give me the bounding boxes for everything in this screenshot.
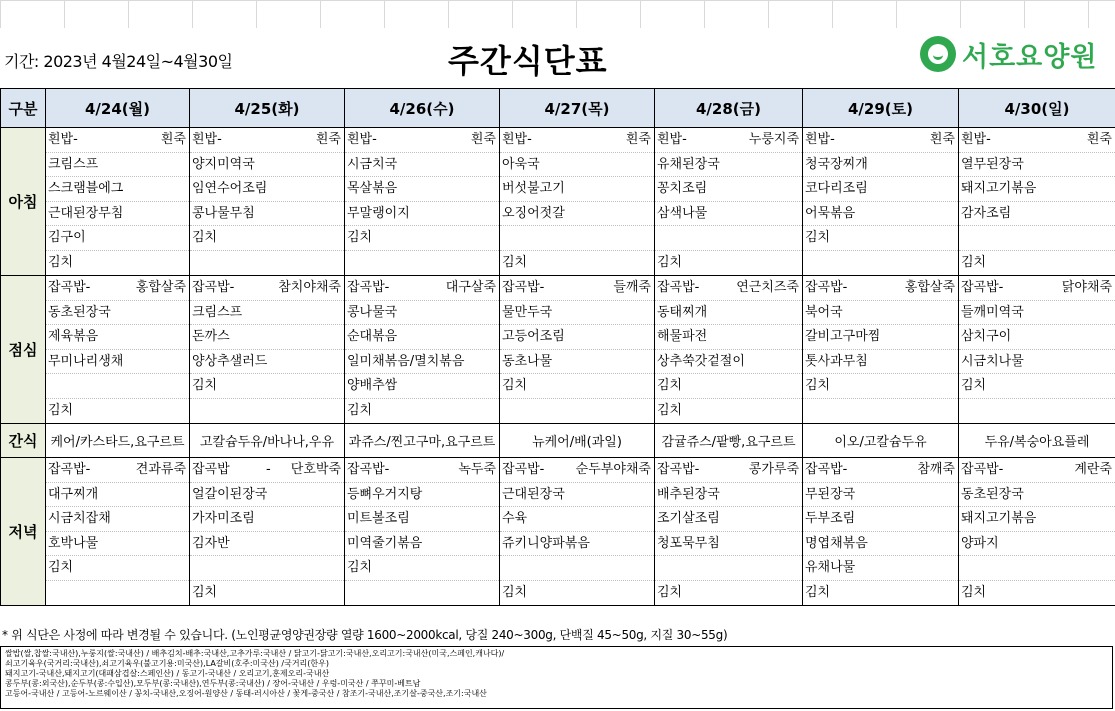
- porridge-item: 대구살죽: [445, 280, 496, 295]
- lunch-cell: [959, 276, 1115, 424]
- day-header: 4/28(금): [655, 89, 803, 128]
- menu-item: 김구이: [46, 226, 189, 251]
- menu-item: 호박나물: [46, 532, 189, 557]
- menu-item: 크림스프: [46, 153, 189, 178]
- rice-porridge-line: [655, 276, 802, 301]
- rice-item: 잡곡밥-: [347, 462, 390, 477]
- porridge-item: 순두부야채죽: [575, 462, 651, 477]
- breakfast-row: [1, 128, 1115, 276]
- menu-item: 얼갈이된장국: [190, 483, 344, 508]
- menu-item: 제육볶음: [46, 325, 189, 350]
- menu-item: 김치: [657, 584, 683, 600]
- menu-item: 청포묵무침: [655, 532, 802, 557]
- snack-cell: 케어/카스타드,요구르트: [46, 424, 190, 458]
- menu-item: 김자반: [190, 532, 344, 557]
- rice-porridge-line: [803, 458, 958, 483]
- logo-text: 서호요양원: [962, 41, 1098, 73]
- porridge-item: 참깨죽: [917, 462, 955, 477]
- porridge-item: 닭야채죽: [1061, 280, 1112, 295]
- menu-item: [803, 251, 958, 276]
- menu-item: [500, 399, 654, 424]
- rice-item: 잡곡밥-: [961, 280, 1004, 295]
- spreadsheet-grid: [0, 0, 1115, 28]
- snack-cell: 두유/복숭아요플레: [959, 424, 1115, 458]
- menu-item: 어묵볶음: [803, 202, 958, 227]
- rice-porridge-line: [959, 128, 1115, 153]
- rice-porridge-line: [46, 276, 189, 301]
- menu-item: 시금치나물: [959, 350, 1115, 375]
- porridge-item: 누룽지죽: [748, 132, 799, 147]
- menu-item: 상추쑥갓겉절이: [655, 350, 802, 375]
- menu-item: 김치: [347, 402, 373, 418]
- rice-item: 잡곡밥-: [502, 280, 545, 295]
- menu-item: 등뼈우거지탕: [345, 483, 499, 508]
- rice-porridge-line: [190, 128, 344, 153]
- menu-item: 김치: [803, 226, 958, 251]
- dinner-label: 저녁: [1, 458, 46, 606]
- menu-item: 김치: [345, 226, 499, 251]
- rice-porridge-line: [655, 128, 802, 153]
- menu-item: 시금치잡채: [46, 507, 189, 532]
- menu-item: 목살볶음: [345, 177, 499, 202]
- rice-porridge-line: [959, 276, 1115, 301]
- menu-item: 삼치구이: [959, 325, 1115, 350]
- porridge-item: 들깨죽: [613, 280, 651, 295]
- menu-item: 김치: [959, 374, 1115, 399]
- lunch-cell: [655, 276, 803, 424]
- logo: [920, 34, 1097, 74]
- rice-porridge-line: [500, 458, 654, 483]
- menu-item: 김치: [345, 556, 499, 581]
- menu-item: 열무된장국: [959, 153, 1115, 178]
- menu-item: 크림스프: [190, 301, 344, 326]
- menu-item: 김치: [805, 584, 831, 600]
- menu-item: 수육: [500, 507, 654, 532]
- menu-item: 물만두국: [500, 301, 654, 326]
- dinner-cell: [959, 458, 1115, 606]
- menu-item: 김치: [803, 374, 958, 399]
- menu-item: [655, 556, 802, 581]
- porridge-item: 흰죽: [315, 132, 341, 147]
- menu-item: 코다리조림: [803, 177, 958, 202]
- day-header: 4/27(목): [500, 89, 655, 128]
- rice-porridge-line: [190, 276, 344, 301]
- snack-cell: 이오/고칼슘두유: [803, 424, 959, 458]
- menu-item: [500, 226, 654, 251]
- menu-item: 북어국: [803, 301, 958, 326]
- rice-item: 흰밥-: [192, 132, 222, 147]
- menu-item: 버섯불고기: [500, 177, 654, 202]
- menu-item: [345, 251, 499, 276]
- menu-item: 미트볼조림: [345, 507, 499, 532]
- porridge-item: 흰죽: [929, 132, 955, 147]
- breakfast-cell: [803, 128, 959, 276]
- menu-item: [46, 581, 189, 606]
- rice-porridge-line: [500, 128, 654, 153]
- menu-item: 해물파전: [655, 325, 802, 350]
- menu-item: 순대볶음: [345, 325, 499, 350]
- period-text: 기간: 2023년 4월24일~4월30일: [4, 52, 233, 71]
- menu-item: 갈비고구마찜: [803, 325, 958, 350]
- menu-item: 가자미조림: [190, 507, 344, 532]
- menu-item: 근대된장국: [500, 483, 654, 508]
- snack-cell: 뉴케어/배(과일): [500, 424, 655, 458]
- lunch-cell: [190, 276, 345, 424]
- menu-item: 동초된장국: [959, 483, 1115, 508]
- menu-item: 콩나물무침: [190, 202, 344, 227]
- rice-porridge-line: [803, 276, 958, 301]
- menu-item: 김치: [961, 584, 987, 600]
- menu-item: 동초된장국: [46, 301, 189, 326]
- rice-item: 잡곡밥-: [347, 280, 390, 295]
- breakfast-cell: [46, 128, 190, 276]
- menu-item: 김치: [48, 402, 74, 418]
- porridge-item: 흰죽: [625, 132, 651, 147]
- menu-item: [190, 399, 344, 424]
- menu-item: [803, 399, 958, 424]
- porridge-item: 연근치즈죽: [736, 280, 799, 295]
- menu-item: [190, 556, 344, 581]
- rice-item: 잡곡밥-: [805, 462, 848, 477]
- porridge-item: 홍합살죽: [904, 280, 955, 295]
- menu-item: 무미나리생채: [46, 350, 189, 375]
- origin-box: [0, 646, 1113, 709]
- menu-item: 시금치국: [345, 153, 499, 178]
- menu-item: 스크램블에그: [46, 177, 189, 202]
- menu-item: 쥬키니양파볶음: [500, 532, 654, 557]
- rice-item: 흰밥-: [657, 132, 687, 147]
- breakfast-cell: [190, 128, 345, 276]
- rice-porridge-line: [46, 458, 189, 483]
- menu-item: 동초나물: [500, 350, 654, 375]
- rice-porridge-line: [345, 458, 499, 483]
- menu-item: 김치: [655, 374, 802, 399]
- menu-item: 무된장국: [803, 483, 958, 508]
- menu-item: 동태찌개: [655, 301, 802, 326]
- porridge-item: 녹두죽: [458, 462, 496, 477]
- rice-item: 흰밥-: [961, 132, 991, 147]
- porridge-item: 흰죽: [470, 132, 496, 147]
- rice-porridge-line: [500, 276, 654, 301]
- menu-item: 톳사과무침: [803, 350, 958, 375]
- rice-item: 잡곡밥-: [961, 462, 1004, 477]
- rice-item: 흰밥-: [48, 132, 78, 147]
- rice-porridge-line: [46, 128, 189, 153]
- header-row: [1, 89, 1115, 128]
- menu-item: [190, 251, 344, 276]
- lunch-cell: [46, 276, 190, 424]
- menu-item: 명엽채볶음: [803, 532, 958, 557]
- porridge-item: 참치야채죽: [278, 280, 341, 295]
- rice-item: 잡곡밥-: [502, 462, 545, 477]
- menu-item: 양상추샐러드: [190, 350, 344, 375]
- snack-cell: 감귤쥬스/팥빵,요구르트: [655, 424, 803, 458]
- menu-item: 임연수어조림: [190, 177, 344, 202]
- lunch-cell: [803, 276, 959, 424]
- rice-porridge-line: [803, 128, 958, 153]
- dinner-row: [1, 458, 1115, 606]
- menu-item: 김치: [502, 584, 528, 600]
- menu-item: 김치: [190, 374, 344, 399]
- menu-item: 미역줄기볶음: [345, 532, 499, 557]
- menu-item: 삼색나물: [655, 202, 802, 227]
- menu-item: [959, 399, 1115, 424]
- menu-item: [46, 374, 189, 399]
- porridge-item: 견과류죽: [135, 462, 186, 477]
- menu-item: [959, 226, 1115, 251]
- menu-item: 돈까스: [190, 325, 344, 350]
- rice-porridge-line: [959, 458, 1115, 483]
- rice-item: 잡곡밥: [192, 462, 230, 477]
- rice-porridge-line: [345, 128, 499, 153]
- day-header: 4/26(수): [345, 89, 500, 128]
- menu-item: 대구찌개: [46, 483, 189, 508]
- menu-item: 김치: [190, 226, 344, 251]
- menu-item: 아욱국: [500, 153, 654, 178]
- origin-line: 고등어-국내산 / 고등어-노르웨이산 / 꽁치-국내산,오징어-원양산 / 동태-러시아산 / 꽃게-중국산 / 참조기-국내산,조기살-중국산,조기:국내산: [5, 689, 487, 698]
- rice-item: 잡곡밥-: [657, 280, 700, 295]
- dinner-cell: [655, 458, 803, 606]
- smile-logo-icon: [920, 36, 956, 72]
- day-header: 4/29(토): [803, 89, 959, 128]
- porridge-item: 단호박죽: [290, 462, 341, 477]
- porridge-item: 흰죽: [1086, 132, 1112, 147]
- menu-item: [345, 581, 499, 606]
- rice-dash: -: [266, 462, 271, 477]
- menu-item: 일미채볶음/멸치볶음: [345, 350, 499, 375]
- origin-line: 쇠고기육우(국거리:국내산),쇠고기육우(불고기용:미국산),LA갈비(호주:미국산) /국거리(한우): [5, 659, 329, 668]
- menu-item: [500, 556, 654, 581]
- gubun-header: 구분: [1, 89, 46, 128]
- rice-item: 잡곡밥-: [657, 462, 700, 477]
- rice-item: 흰밥-: [805, 132, 835, 147]
- origin-line: 돼지고기-국내산,돼지고기(대패삼겹살:스페인산) / 동고기-국내산 / 오리고기,훈제오리-국내산: [5, 669, 330, 678]
- menu-item: [655, 226, 802, 251]
- rice-porridge-line: [345, 276, 499, 301]
- menu-item: 감자조림: [959, 202, 1115, 227]
- snack-cell: 고칼슘두유/바나나,우유: [190, 424, 345, 458]
- menu-item: 김치: [192, 584, 218, 600]
- porridge-item: 홍합살죽: [135, 280, 186, 295]
- porridge-item: 계란죽: [1074, 462, 1112, 477]
- notice-text: * 위 식단은 사정에 따라 변경될 수 있습니다. (노인평균영양권장량 열량 1600~2000kcal, 당질 240~300g, 단백질 45~50g, 지질 30~55g): [2, 628, 728, 642]
- origin-line: 콩두부(콩:외국산),순두부(콩:수입산),모두부(콩:국내산),연두부(콩:국내산) / 장어-국내산 / 우렁-미국산 / 쭈꾸미-베트남: [5, 679, 421, 688]
- menu-item: 돼지고기볶음: [959, 177, 1115, 202]
- dinner-cell: [500, 458, 655, 606]
- snack-label: 간식: [1, 424, 46, 458]
- lunch-cell: [345, 276, 500, 424]
- menu-item: 근대된장무침: [46, 202, 189, 227]
- rice-porridge-line: [190, 458, 344, 483]
- menu-item: 양파지: [959, 532, 1115, 557]
- dinner-cell: [46, 458, 190, 606]
- dinner-cell: [803, 458, 959, 606]
- menu-item: 김치: [961, 254, 987, 270]
- menu-item: 유채된장국: [655, 153, 802, 178]
- menu-item: 콩나물국: [345, 301, 499, 326]
- breakfast-label: 아침: [1, 128, 46, 276]
- menu-item: 양지미역국: [190, 153, 344, 178]
- menu-item: 오징어젓갈: [500, 202, 654, 227]
- rice-item: 잡곡밥-: [192, 280, 235, 295]
- dinner-cell: [345, 458, 500, 606]
- rice-item: 흰밥-: [347, 132, 377, 147]
- menu-item: 조기살조림: [655, 507, 802, 532]
- breakfast-cell: [959, 128, 1115, 276]
- porridge-item: 콩가루죽: [748, 462, 799, 477]
- snack-cell: 과쥬스/찐고구마,요구르트: [345, 424, 500, 458]
- weekly-menu-table: [0, 88, 1115, 606]
- menu-item: 김치: [657, 254, 683, 270]
- menu-item: 무말랭이지: [345, 202, 499, 227]
- snack-row: [1, 424, 1115, 458]
- menu-item: 김치: [46, 556, 189, 581]
- menu-item: 김치: [48, 254, 74, 270]
- day-header: 4/30(일): [959, 89, 1115, 128]
- menu-item: 김치: [502, 254, 528, 270]
- menu-item: 김치: [657, 402, 683, 418]
- menu-item: 배추된장국: [655, 483, 802, 508]
- day-header: 4/24(월): [46, 89, 190, 128]
- dinner-cell: [190, 458, 345, 606]
- menu-item: 두부조림: [803, 507, 958, 532]
- rice-item: 잡곡밥-: [48, 462, 91, 477]
- menu-item: [959, 556, 1115, 581]
- rice-item: 잡곡밥-: [805, 280, 848, 295]
- origin-line: 쌀밥(쌀,찹쌀:국내산),누룽지(쌀:국내산) / 배추김치-배추:국내산,고추가루:국내산 / 닭고기-닭고기:국내산,오리고기:국내산(미국,스페인,캐나다)/: [5, 649, 505, 658]
- lunch-cell: [500, 276, 655, 424]
- rice-item: 잡곡밥-: [48, 280, 91, 295]
- menu-item: 들깨미역국: [959, 301, 1115, 326]
- lunch-label: 점심: [1, 276, 46, 424]
- lunch-row: [1, 276, 1115, 424]
- menu-item: 양배추쌈: [345, 374, 499, 399]
- menu-item: 꽁치조림: [655, 177, 802, 202]
- day-header: 4/25(화): [190, 89, 345, 128]
- page-title: 주간식단표: [448, 42, 608, 80]
- rice-item: 흰밥-: [502, 132, 532, 147]
- rice-porridge-line: [655, 458, 802, 483]
- breakfast-cell: [345, 128, 500, 276]
- breakfast-cell: [655, 128, 803, 276]
- porridge-item: 흰죽: [160, 132, 186, 147]
- menu-item: 청국장찌개: [803, 153, 958, 178]
- menu-item: 돼지고기볶음: [959, 507, 1115, 532]
- menu-item: 유채나물: [803, 556, 958, 581]
- breakfast-cell: [500, 128, 655, 276]
- menu-item: 고등어조림: [500, 325, 654, 350]
- menu-item: 김치: [500, 374, 654, 399]
